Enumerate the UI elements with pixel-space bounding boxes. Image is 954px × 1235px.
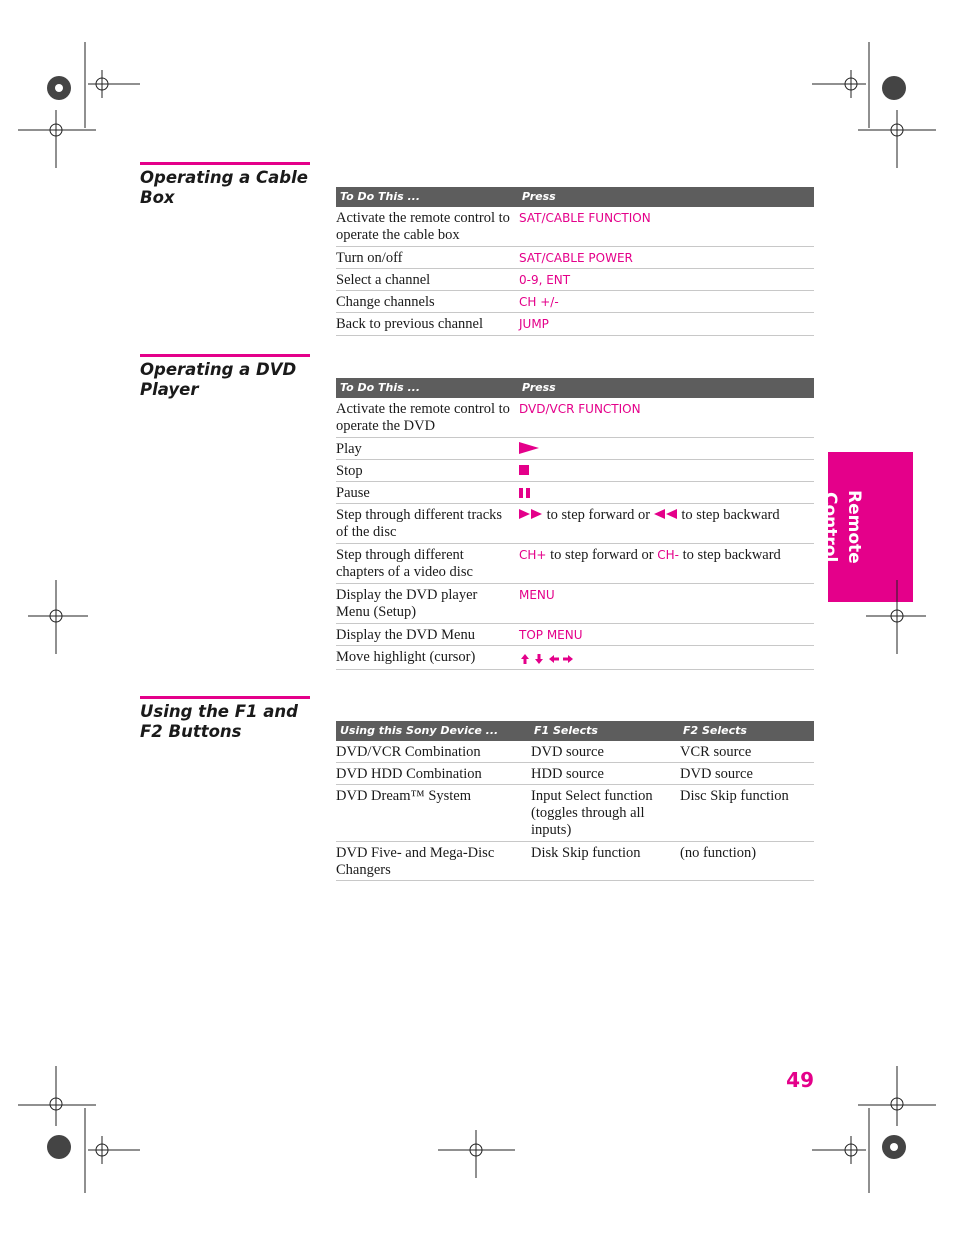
section-title: Operating a Cable Box [140,168,308,207]
table-row [336,482,814,504]
table-header [336,721,814,741]
row-press-text: to step backward [682,547,781,563]
row-press: JUMP [519,317,549,331]
row-action: Activate the remote control to operate the cable box [336,210,510,243]
table-row [336,842,814,881]
row-f1: Disk Skip function [531,845,641,861]
section-title: Operating a DVD Player [140,360,297,399]
row-device: DVD/VCR Combination [336,744,481,760]
row-f2: VCR source [680,744,752,760]
section-title: Using the F1 and F2 Buttons [140,702,298,741]
row-action: Activate the remote control to operate the DVD [336,401,510,434]
header-todo: To Do This ... [340,381,421,394]
header-todo: To Do This ... [340,190,421,203]
table-row [336,398,814,438]
table-row [336,438,814,460]
table-row [336,504,814,544]
arrow-up-icon [521,654,529,664]
table-row [336,460,814,482]
ch-minus-label: CH- [657,548,679,562]
table-row [336,269,814,291]
row-press [519,507,780,524]
table-row [336,313,814,336]
row-action: Play [336,441,362,457]
row-f1: HDD source [531,766,604,782]
header-device: Using this Sony Device ... [340,724,499,737]
table-row [336,646,814,670]
row-press: DVD/VCR FUNCTION [519,402,641,416]
header-press: Press [522,190,556,203]
section-rule [140,696,310,699]
section-rule [140,162,310,165]
table-row [336,624,814,646]
row-action: Display the DVD Menu [336,627,475,643]
row-press-text: to step forward or [546,507,651,523]
fast-forward-icon [519,507,543,524]
row-action: Change channels [336,294,435,310]
side-tab [820,452,913,602]
row-device: DVD HDD Combination [336,766,482,782]
pause-icon [519,487,531,504]
row-action: Stop [336,463,363,479]
f1-f2-table [336,721,814,881]
row-f2: DVD source [680,766,753,782]
row-f2: Disc Skip function [680,788,789,804]
row-action: Pause [336,485,370,501]
header-f2: F2 Selects [683,724,747,737]
row-press [519,547,781,564]
row-f1: Input Select function (toggles through all inputs) [531,788,653,838]
row-press-text: to step backward [681,507,780,523]
row-press: CH +/- [519,295,559,309]
header-press: Press [522,381,556,394]
stop-icon [519,464,530,481]
table-row [336,785,814,842]
row-device: DVD Dream™ System [336,788,472,804]
arrow-down-icon [535,654,543,664]
row-action: Display the DVD player Menu (Setup) [336,587,478,620]
header-f1: F1 Selects [534,724,598,737]
row-f1: DVD source [531,744,604,760]
dvd-player-table [336,378,814,670]
side-tab-label: Remote Control [820,490,864,564]
row-device: DVD Five- and Mega-Disc Changers [336,845,495,878]
rewind-icon [654,507,678,524]
table-header [336,378,814,398]
row-press: SAT/CABLE POWER [519,251,633,265]
table-header [336,187,814,207]
table-row [336,291,814,313]
row-action: Turn on/off [336,250,403,266]
row-action: Select a channel [336,272,431,288]
cable-box-table [336,187,814,336]
play-icon [519,442,539,459]
ch-plus-label: CH+ [519,548,547,562]
row-action: Step through different tracks of the disc [336,507,503,540]
row-press [521,652,577,669]
table-row [336,584,814,624]
row-f2: (no function) [680,845,757,861]
section-rule [140,354,310,357]
row-press-text: to step forward or [550,547,654,563]
row-press: TOP MENU [519,628,583,642]
arrow-right-icon [563,655,573,663]
row-press: SAT/CABLE FUNCTION [519,211,651,225]
row-press: 0-9, ENT [519,273,571,287]
row-action: Move highlight (cursor) [336,649,476,665]
row-press: MENU [519,588,555,602]
row-action: Back to previous channel [336,316,483,332]
page-number: 49 [786,1068,814,1092]
table-row [336,544,814,584]
arrow-left-icon [549,655,559,663]
table-row [336,741,814,763]
row-action: Step through different chapters of a video disc [336,547,473,580]
table-row [336,247,814,269]
table-row [336,763,814,785]
table-row [336,207,814,247]
